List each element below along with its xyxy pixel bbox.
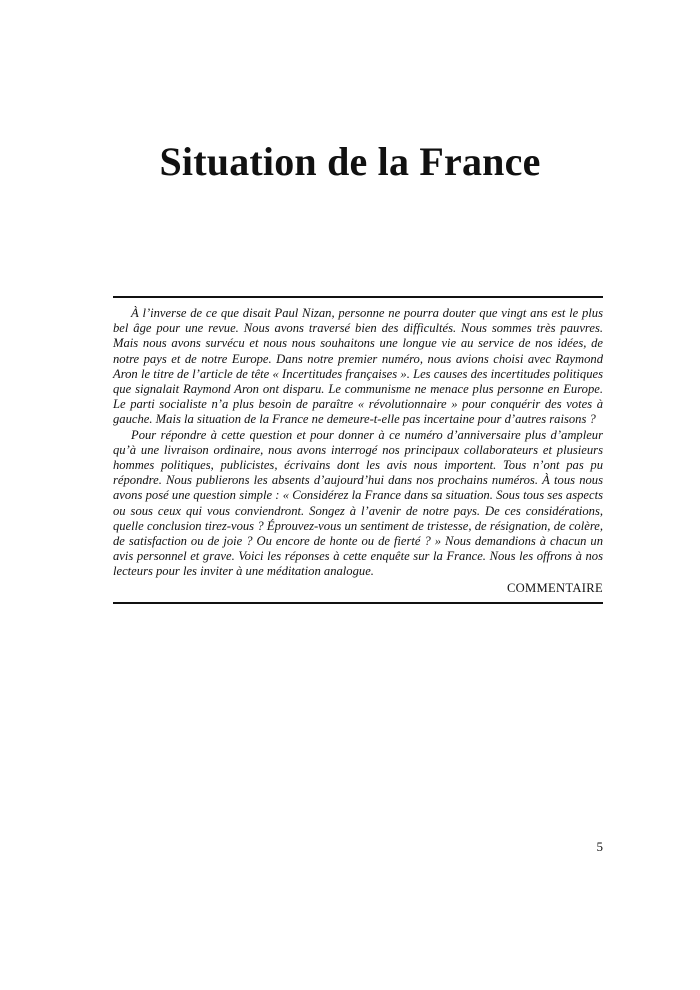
bottom-divider [113, 602, 603, 604]
editorial-text [113, 306, 603, 596]
paragraph-2: Pour répondre à cette question et pour donner à ce numéro d’anniversaire plus d’ampleur qu’à une livraison ordinaire, nous avons interrogé nos principaux collaborateurs et plusieurs hommes politiques, publicistes, écrivains dont les avis nous importent. Tous n’ont pas pu répondre. Nous publierons les absents d’aujourd’hui dans nos prochains numéros. À tous nous avons posé une question simple : « Considérez la France dans sa situation. Sous tous ses aspects ou sous ceux qui vous conviendront. Songez à l’avenir de notre pays. De ces considérations, quelle conclusion tirez-vous ? Éprouvez-vous un sentiment de tristesse, de résignation, de colère, de satisfaction ou de joie ? Ou encore de honte ou de fierté ? » Nous demandions à chacun un avis personnel et grave. Voici les réponses à cette enquête sur la France. Nous les offrons à nos lecteurs pour les inviter à une méditation analogue. [113, 427, 603, 579]
signature: COMMENTAIRE [506, 580, 603, 595]
page-title: Situation de la France [159, 139, 541, 184]
paragraph-1: À l’inverse de ce que disait Paul Nizan, personne ne pourra douter que vingt ans est le plus bel âge pour une revue. Nous avons traversé bien des difficultés. Nous sommes très pauvres. Mais nous avons survécu et nous nous souhaitons une longue vie au service de nos idées, de notre pays et de notre Europe. Dans notre premier numéro, nous avions choisi avec Raymond Aron le titre de l’article de tête « Incertitudes françaises ». Les causes des incertitudes politiques que signalait Raymond Aron ont disparu. Le communisme ne menace plus personne en Europe. Le parti socialiste n’a plus besoin de paraître « révolutionnaire » pour conquérir des votes à gauche. Mais la situation de la France ne demeure-t-elle pas incertaine pour d’autres raisons ? [113, 306, 603, 427]
page-number: 5 [596, 839, 603, 854]
top-divider [113, 296, 603, 298]
